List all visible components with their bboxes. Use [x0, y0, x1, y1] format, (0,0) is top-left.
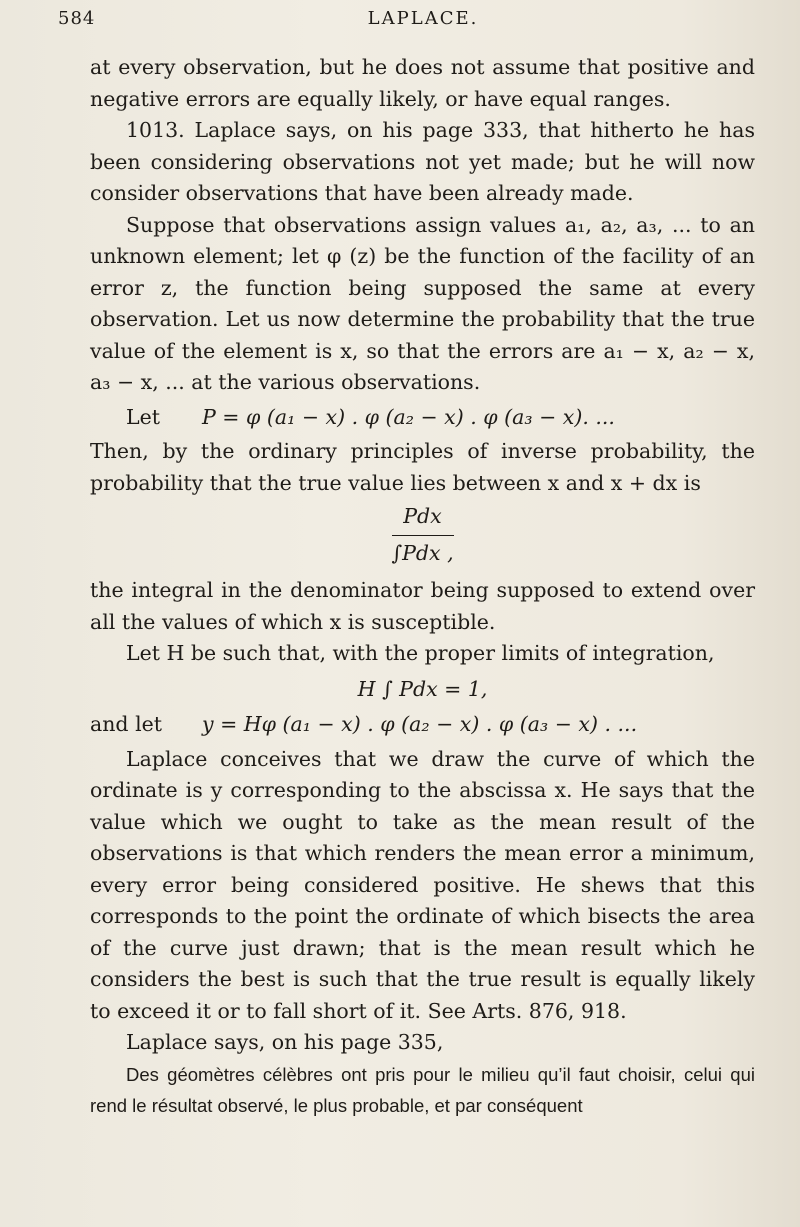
- paragraph-inverse-probability: Then, by the ordinary principles of inverse probability, the probability that the true value lies between x and x + dx is: [90, 439, 755, 495]
- paragraph-integral: the integral in the denominator being supposed to extend over all the values of which x is susceptible.: [90, 578, 755, 634]
- fraction-numerator: Pdx: [403, 504, 442, 528]
- fraction-denominator: ∫Pdx ,: [391, 540, 454, 565]
- paragraph-continuation: at every observation, but he does not assume that positive and negative errors are equally likely, or have equal ranges.: [90, 55, 755, 111]
- equation-label: Let: [126, 404, 160, 429]
- page-header: [58, 8, 758, 32]
- equation-body: P = φ (a₁ − x) . φ (a₂ − x) . φ (a₃ − x). ...: [202, 404, 615, 429]
- fraction-equation: [90, 501, 755, 569]
- paragraph-suppose: Suppose that observations assign values a₁, a₂, a₃, ... to an unknown element; let φ (z) be the function of the facility of an error z, the function being supposed the same at every observation. Let us now determine the probability that the true value of the element is x, so that the errors are a₁ − x, a₂ − x, a₃ − x, ... at the various observations.: [90, 212, 755, 394]
- equation-y: [90, 709, 755, 741]
- equation-p: [90, 402, 755, 434]
- page-number: 584: [58, 8, 96, 29]
- equation-h: H ∫ Pdx = 1,: [357, 676, 488, 701]
- paragraph-let-h: Let H be such that, with the proper limits of integration,: [126, 641, 715, 665]
- paragraph-page-335: Laplace says, on his page 335,: [126, 1030, 444, 1054]
- running-title: LAPLACE.: [367, 8, 479, 29]
- paragraph-french-quote: Des géomètres célèbres ont pris pour le milieu qu’il faut choisir, celui qui rend le résultat observé, le plus probable, et par conséquent: [90, 1063, 755, 1116]
- equation-body: y = Hφ (a₁ − x) . φ (a₂ − x) . φ (a₃ − x) . ...: [202, 712, 638, 736]
- page-body: [90, 52, 755, 1122]
- paragraph-1013: 1013. Laplace says, on his page 333, that hitherto he has been considering observations not yet made; but he will now consider observations that have been already made.: [90, 118, 755, 205]
- equation-label: and let: [90, 712, 162, 736]
- paragraph-laplace-curve: Laplace conceives that we draw the curve of which the ordinate is y corresponding to the abscissa x. He says that the value which we ought to take as the mean result of the observations is that which renders the mean error a minimum, every error being considered positive. He shews that this corresponds to the point the ordinate of which bisects the area of the curve just drawn; that is the mean result which he considers the best is such that the true result is equally likely to exceed it or to fall short of it. See Arts. 876, 918.: [90, 746, 755, 1023]
